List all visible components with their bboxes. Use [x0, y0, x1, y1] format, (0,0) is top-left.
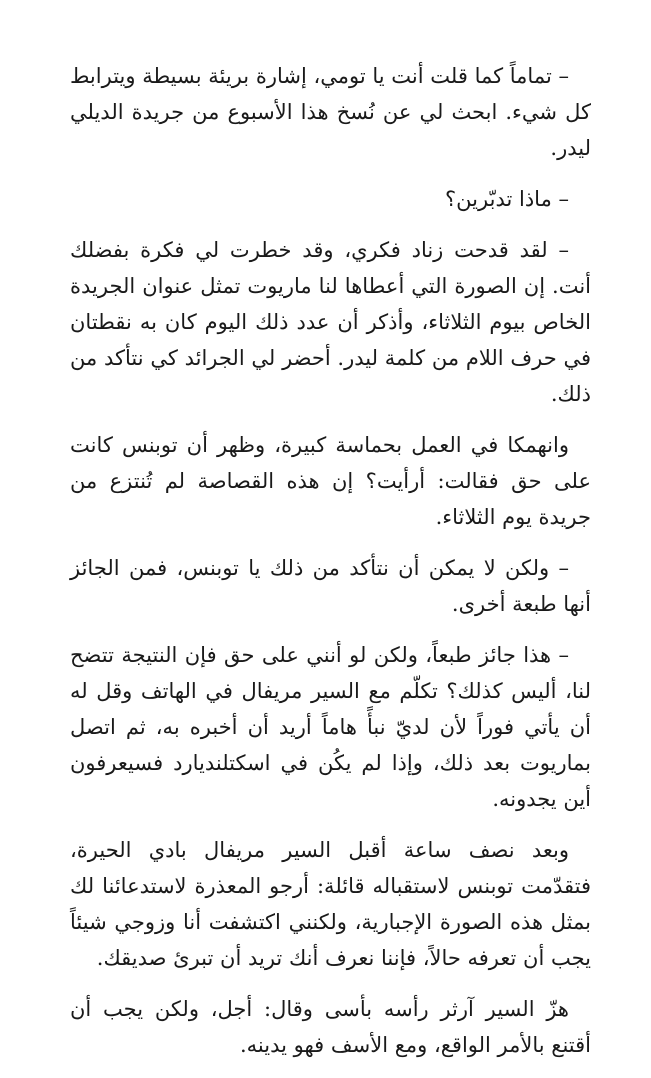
paragraph-5: – ولكن لا يمكن أن نتأكد من ذلك يا توبنس، فمن الجائز أنها طبعة أخرى.: [70, 556, 591, 616]
book-page: [70, 58, 591, 1078]
paragraph-2: – ماذا تدبّرين؟: [445, 187, 569, 211]
paragraph-7: وبعد نصف ساعة أقبل السير مريفال بادي الحيرة، فتقدّمت توبنس لاستقباله قائلة: أرجو المعذرة لاستدعائنا لك بمثل هذه الصورة الإجبارية، ولكنني اكتشفت أنا وزوجي شيئاً يجب أن تعرفه حالاً، فإننا نعرف أنك تريد أن تبرئ صديقك.: [70, 838, 591, 970]
paragraph-1: – تماماً كما قلت أنت يا تومي، إشارة بريئة بسيطة ويترابط كل شيء. ابحث لي عن نُسخ هذا الأسبوع من جريدة الديلي ليدر.: [70, 64, 591, 160]
paragraph-4: وانهمكا في العمل بحماسة كبيرة، وظهر أن توبنس كانت على حق فقالت: أرأيت؟ إن هذه القصاصة لم تُنتزع من جريدة يوم الثلاثاء.: [70, 433, 591, 529]
paragraph-3: – لقد قدحت زناد فكري، وقد خطرت لي فكرة بفضلك أنت. إن الصورة التي أعطاها لنا ماريوت تمثل عنوان الجريدة الخاص بيوم الثلاثاء، وأذكر أن عدد ذلك اليوم كان به نقطتان في حرف اللام من كلمة ليدر. أحضر لي الجرائد كي نتأكد من ذلك.: [70, 238, 591, 406]
paragraph-6: – هذا جائز طبعاً، ولكن لو أنني على حق فإن النتيجة تتضح لنا، أليس كذلك؟ تكلّم مع السير مريفال في الهاتف وقل له أن يأتي فوراً لأن لديّ نبأً هاماً أريد أن أخبره به، ثم اتصل بماريوت بعد ذلك، وإذا لم يكُن في اسكتلنديارد فسيعرفون أين يجدونه.: [70, 643, 591, 811]
paragraph-8: هزّ السير آرثر رأسه بأسى وقال: أجل، ولكن يجب أن أقتنع بالأمر الواقع، ومع الأسف فهو يدينه.: [70, 997, 591, 1057]
